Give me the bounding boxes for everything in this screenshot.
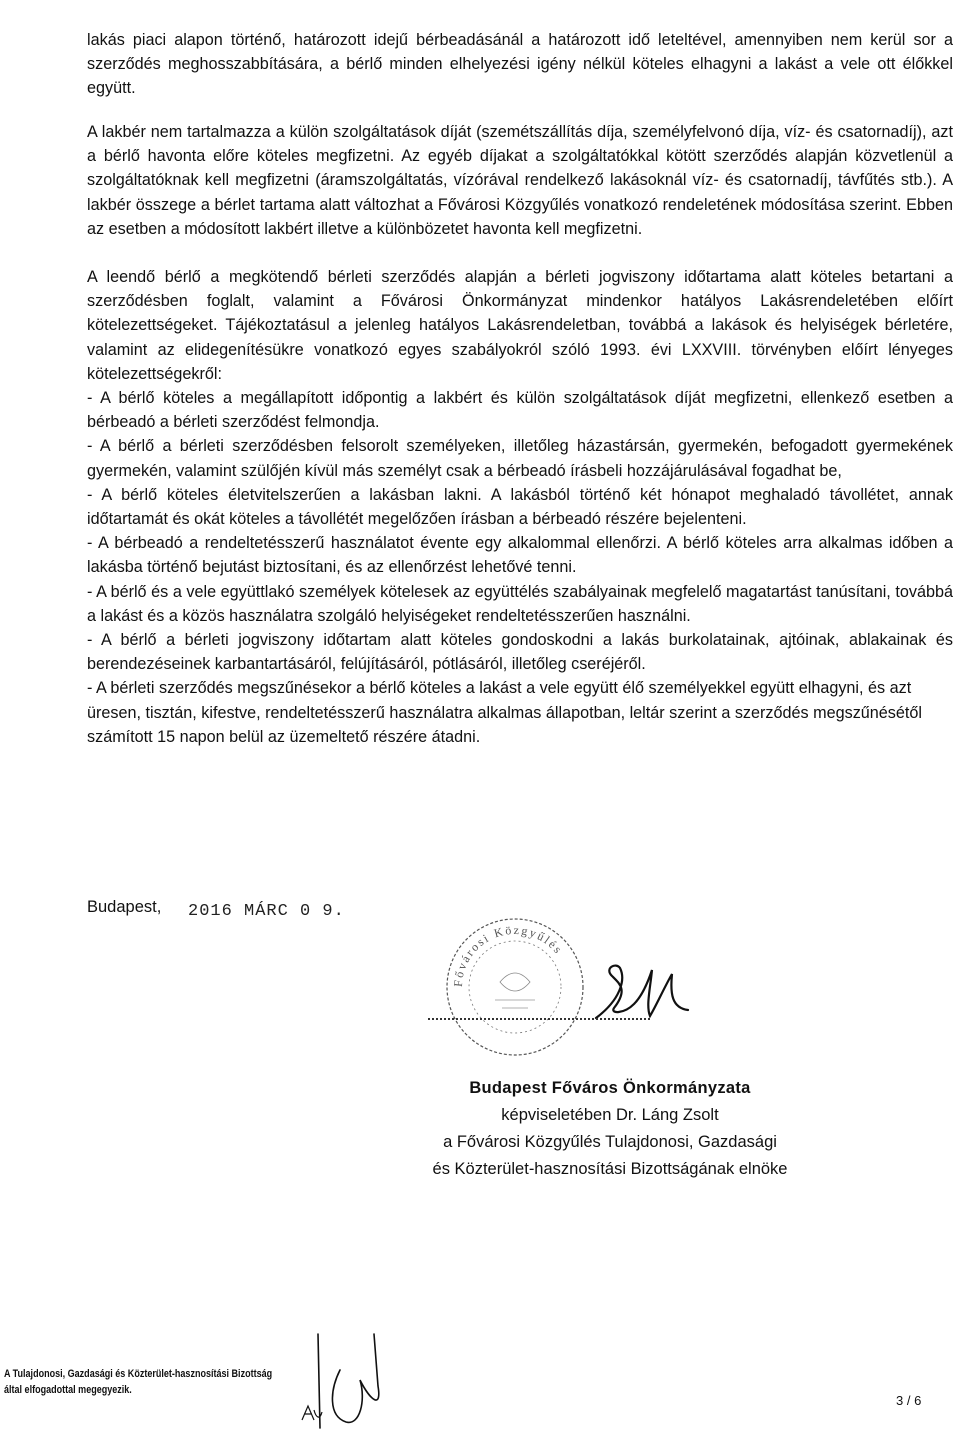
approval-note-line: által elfogadottal megegyezik. xyxy=(4,1384,132,1396)
obligation-item: - A bérlő és a vele együttlakó személyek kötelesek az együttélés szabályainak megfelelő magatartást tanúsítani, továbbá a lakást és a közös használatra szolgáló helyiségeket rendeltetésszerűen használni. xyxy=(87,582,953,625)
signatory-role: a Fővárosi Közgyűlés Tulajdonosi, Gazdasági xyxy=(443,1133,777,1151)
paragraph-rent-services xyxy=(87,120,953,241)
seal-text: Fővárosi Közgyűlés xyxy=(450,922,566,988)
signature-block xyxy=(380,1075,840,1183)
page-number: 3 / 6 xyxy=(896,1393,922,1408)
date-stamp: 2016 MÁRC 0 9. xyxy=(188,902,345,921)
obligation-item: - A bérlő a bérleti jogviszony időtartam alatt köteles gondoskodni a lakás burkolatainak, ajtóinak, ablakainak és berendezéseinek karbantartásáról, felújításáról, pótlásáról, illetőleg cseréjéről. xyxy=(87,631,953,674)
obligation-item: - A bérlő köteles életvitelszerűen a lakásban lakni. A lakásból történő két hónapot meghaladó távollétet, annak időtartamát és okát köteles a távollétét megelőzően írásban a bérbeadó részére bejelenteni. xyxy=(87,485,953,529)
svg-text:Fővárosi Közgyűlés xyxy=(451,923,566,987)
obligation-item: - A bérlő köteles a megállapított időpontig a lakbért és külön szolgáltatások díját megfizetni, ellenkező esetben a bérbeadó a bérleti szerződést felmondja. xyxy=(87,389,953,432)
signatory-name: képviseletében Dr. Láng Zsolt xyxy=(501,1106,719,1124)
signatory-organization: Budapest Főváros Önkormányzata xyxy=(469,1079,751,1097)
place-label: Budapest, xyxy=(87,898,162,916)
obligation-item: - A bérbeadó a rendeltetésszerű használatot évente egy alkalommal ellenőrzi. A bérlő köteles arra alkalmas időben a lakásba történő bejutást biztosítani, és az ellenőrzést lehetővé tenni. xyxy=(87,534,953,577)
initials-icon xyxy=(300,1330,400,1435)
paragraph-text: lakás piaci alapon történő, határozott idejű bérbeadásánál a határozott idő leteltével, amennyiben nem kerül sor a szerződés meghosszabbítására, a bérlő minden elhelyezési igény nélkül köteles elhagyni a lakást a vele ott élőkkel együtt. xyxy=(87,31,953,98)
paragraph-lease-expiry xyxy=(87,28,953,101)
paragraph-tenant-obligations xyxy=(87,265,953,749)
paragraph-text: A lakbér nem tartalmazza a külön szolgáltatások díját (szemétszállítás díja, személyfelvonó díja, víz- és csatornadíj), azt a bérlő havonta előre köteles megfizetni. Az egyéb díjakat a szolgáltatókkal kötött szerződés alapján közvetlenül a szolgáltatóknak kell megfizetni (áramszolgáltatás, vízórával rendelkező lakásoknál víz- és csatornadíj, távfűtés stb.). A lakbér összege a bérlet tartama alatt változhat a Fővárosi Közgyűlés vonatkozó rendeletének módosítása szerint. Ebben az esetben a módosított lakbért illetve a különbözetet havonta kell megfizetni. xyxy=(87,123,953,238)
paragraph-intro: A leendő bérlő a megkötendő bérleti szerződés alapján a bérleti jogviszony időtartama alatt köteles betartani a szerződésben foglalt, valamint a Fővárosi Önkormányzat mindenkor hatályos Lakásrendeletében előírt kötelezettségeket. Tájékoztatásul a jelenleg hatályos Lakásrendeletban, továbbá a lakások és helyiségek bérletére, valamint az elidegenítésükre vonatkozó egyes szabályokról szóló 1993. évi LXXVIII. törvényben előírt lényeges kötelezettségekről: xyxy=(87,268,953,383)
obligation-item: - A bérleti szerződés megszűnésekor a bérlő köteles a lakást a vele együtt élő személyekkel együtt elhagyni, és azt üresen, tisztán, kifestve, rendeltetésszerű használatra alkalmas állapotban, leltár szerint a szerződés megszűnésétől számított 15 napon belül az üzemeltető részére átadni. xyxy=(87,679,922,746)
obligation-item: - A bérlő a bérleti szerződésben felsorolt személyeken, illetőleg házastársán, gyermekén, befogadott gyermekének gyermekén, valamint szülőjén kívül más személyt csak a bérbeadó írásbeli hozzájárulásával fogadhat be, xyxy=(87,437,953,480)
approval-note xyxy=(4,1366,272,1398)
round-seal-icon xyxy=(440,912,590,1062)
approval-note-line: A Tulajdonosi, Gazdasági és Közterület-hasznosítási Bizottság xyxy=(4,1368,273,1380)
signatory-role: és Közterület-hasznosítási Bizottságának elnöke xyxy=(432,1160,788,1178)
signature-line xyxy=(428,1018,650,1020)
